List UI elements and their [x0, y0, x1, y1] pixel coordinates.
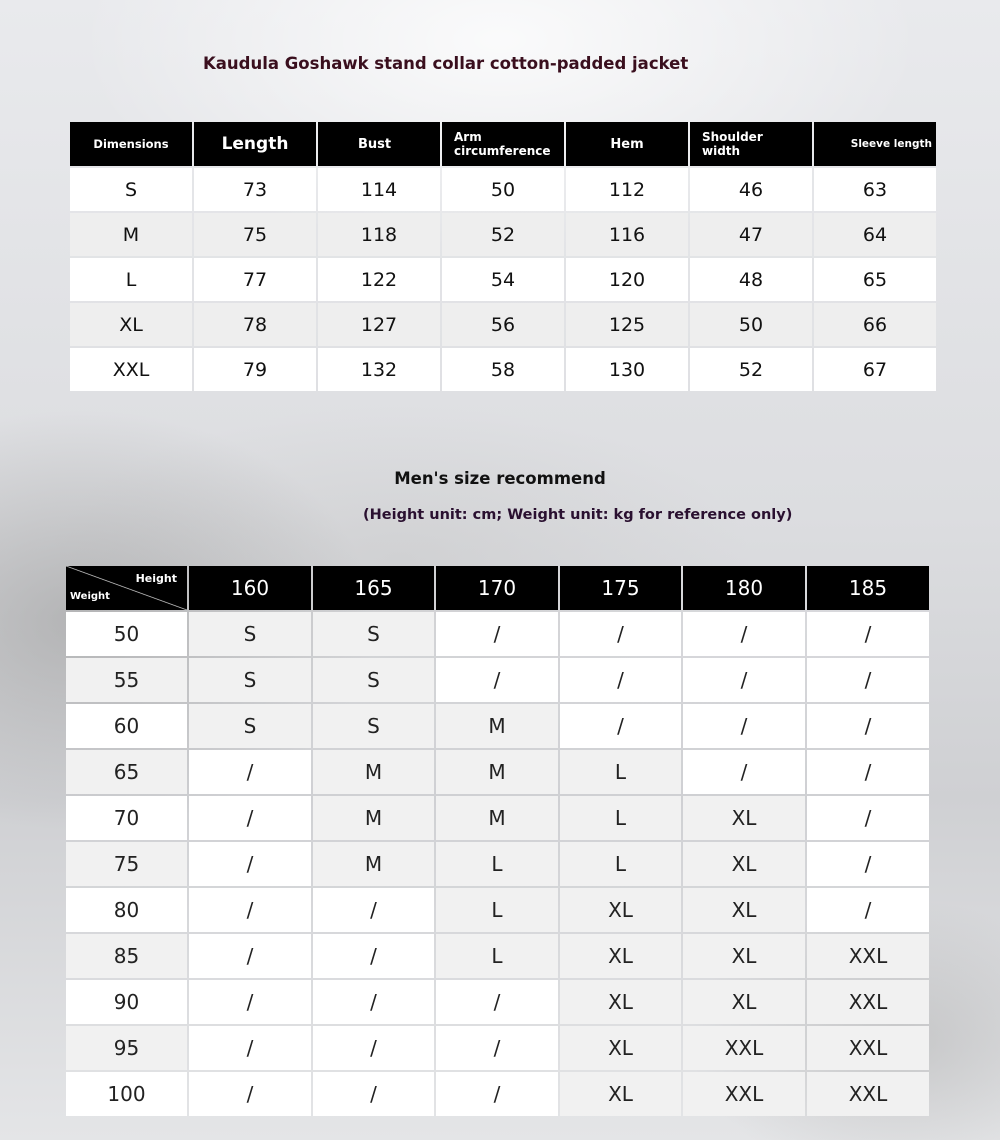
- size-cell-hem: 116: [566, 213, 688, 256]
- recommended-size-cell: /: [436, 1072, 558, 1116]
- height-header: 160: [189, 566, 311, 610]
- recommended-size-cell: /: [313, 980, 434, 1024]
- recommend-row: [66, 1026, 929, 1070]
- recommended-size-cell: XL: [683, 934, 805, 978]
- recommend-row: [66, 796, 929, 840]
- recommended-size-cell: /: [189, 1072, 311, 1116]
- recommended-size-cell: L: [560, 750, 681, 794]
- recommended-size-cell: M: [436, 704, 558, 748]
- header-arm-line2: circumference: [454, 144, 551, 158]
- size-cell-bust: 118: [318, 213, 440, 256]
- size-row: [70, 213, 936, 256]
- size-chart-header-row: [70, 122, 936, 166]
- recommend-row: [66, 888, 929, 932]
- recommended-size-cell: M: [313, 842, 434, 886]
- header-arm-circumference: [442, 122, 564, 166]
- recommended-size-cell: /: [436, 1026, 558, 1070]
- recommended-size-cell: /: [313, 888, 434, 932]
- header-shoulder-line1: Shoulder: [702, 129, 763, 144]
- recommended-size-cell: XL: [683, 796, 805, 840]
- size-cell-length: 73: [194, 168, 316, 211]
- recommended-size-cell: /: [683, 612, 805, 656]
- recommended-size-cell: S: [313, 658, 434, 702]
- size-cell-sleeve-length: 67: [814, 348, 936, 391]
- header-shoulder-line2: width: [702, 144, 741, 158]
- size-cell-hem: 125: [566, 303, 688, 346]
- weight-cell: 60: [66, 704, 187, 748]
- recommended-size-cell: /: [807, 888, 929, 932]
- height-header: 180: [683, 566, 805, 610]
- recommend-row: [66, 934, 929, 978]
- recommended-size-cell: L: [560, 842, 681, 886]
- recommended-size-cell: XL: [560, 934, 681, 978]
- size-cell-hem: 112: [566, 168, 688, 211]
- recommended-size-cell: /: [436, 612, 558, 656]
- weight-cell: 95: [66, 1026, 187, 1070]
- recommended-size-cell: /: [683, 750, 805, 794]
- size-cell-size: XXL: [70, 348, 192, 391]
- recommend-header-row: [66, 566, 929, 610]
- recommended-size-cell: S: [313, 704, 434, 748]
- size-cell-bust: 132: [318, 348, 440, 391]
- recommended-size-cell: XXL: [683, 1026, 805, 1070]
- recommend-row: [66, 1072, 929, 1116]
- size-row: [70, 258, 936, 301]
- size-cell-bust: 122: [318, 258, 440, 301]
- header-sleeve-length: Sleeve length: [814, 122, 936, 166]
- size-cell-size: XL: [70, 303, 192, 346]
- size-cell-length: 75: [194, 213, 316, 256]
- height-header: 165: [313, 566, 434, 610]
- recommended-size-cell: XXL: [807, 980, 929, 1024]
- height-header: 185: [807, 566, 929, 610]
- size-cell-size: M: [70, 213, 192, 256]
- recommended-size-cell: /: [436, 658, 558, 702]
- weight-cell: 85: [66, 934, 187, 978]
- recommended-size-cell: XXL: [683, 1072, 805, 1116]
- header-length: Length: [194, 122, 316, 166]
- recommended-size-cell: /: [807, 842, 929, 886]
- recommended-size-cell: /: [807, 796, 929, 840]
- recommended-size-cell: XXL: [807, 934, 929, 978]
- size-cell-shoulder-width: 47: [690, 213, 812, 256]
- recommended-size-cell: L: [436, 888, 558, 932]
- recommended-size-cell: XL: [560, 980, 681, 1024]
- size-cell-hem: 120: [566, 258, 688, 301]
- weight-cell: 70: [66, 796, 187, 840]
- height-header: 175: [560, 566, 681, 610]
- size-cell-size: S: [70, 168, 192, 211]
- size-cell-arm-circumference: 54: [442, 258, 564, 301]
- recommended-size-cell: S: [313, 612, 434, 656]
- size-cell-shoulder-width: 52: [690, 348, 812, 391]
- header-bust: Bust: [318, 122, 440, 166]
- recommended-size-cell: /: [807, 704, 929, 748]
- header-hem: Hem: [566, 122, 688, 166]
- size-recommend-table: [64, 564, 931, 1118]
- recommend-row: [66, 658, 929, 702]
- recommend-row: [66, 612, 929, 656]
- product-title: Kaudula Goshawk stand collar cotton-padded jacket: [203, 54, 689, 73]
- recommended-size-cell: XXL: [807, 1026, 929, 1070]
- recommend-row: [66, 842, 929, 886]
- corner-height-label: Height: [135, 572, 177, 585]
- recommended-size-cell: S: [189, 658, 311, 702]
- recommended-size-cell: M: [313, 750, 434, 794]
- recommended-size-cell: /: [189, 934, 311, 978]
- size-cell-bust: 127: [318, 303, 440, 346]
- size-cell-sleeve-length: 66: [814, 303, 936, 346]
- recommended-size-cell: XL: [683, 842, 805, 886]
- header-shoulder-width: [690, 122, 812, 166]
- recommended-size-cell: /: [807, 750, 929, 794]
- recommended-size-cell: M: [313, 796, 434, 840]
- header-arm-line1: Arm: [454, 129, 482, 144]
- recommended-size-cell: /: [189, 750, 311, 794]
- recommended-size-cell: /: [560, 704, 681, 748]
- recommended-size-cell: XL: [560, 888, 681, 932]
- size-chart-table: [68, 120, 938, 393]
- weight-cell: 90: [66, 980, 187, 1024]
- recommended-size-cell: /: [189, 888, 311, 932]
- recommended-size-cell: XL: [683, 980, 805, 1024]
- recommended-size-cell: /: [189, 980, 311, 1024]
- size-cell-hem: 130: [566, 348, 688, 391]
- recommended-size-cell: L: [436, 842, 558, 886]
- weight-cell: 75: [66, 842, 187, 886]
- size-cell-arm-circumference: 58: [442, 348, 564, 391]
- recommended-size-cell: /: [683, 658, 805, 702]
- recommended-size-cell: XL: [560, 1026, 681, 1070]
- recommended-size-cell: /: [189, 842, 311, 886]
- recommended-size-cell: /: [313, 1072, 434, 1116]
- weight-cell: 55: [66, 658, 187, 702]
- recommended-size-cell: /: [683, 704, 805, 748]
- corner-cell: [66, 566, 187, 610]
- size-cell-length: 79: [194, 348, 316, 391]
- size-row: [70, 303, 936, 346]
- recommended-size-cell: /: [560, 612, 681, 656]
- recommended-size-cell: M: [436, 750, 558, 794]
- recommended-size-cell: XXL: [807, 1072, 929, 1116]
- size-cell-length: 78: [194, 303, 316, 346]
- recommended-size-cell: /: [313, 1026, 434, 1070]
- size-cell-sleeve-length: 64: [814, 213, 936, 256]
- size-cell-bust: 114: [318, 168, 440, 211]
- recommended-size-cell: S: [189, 704, 311, 748]
- recommended-size-cell: L: [560, 796, 681, 840]
- size-cell-sleeve-length: 63: [814, 168, 936, 211]
- corner-weight-label: Weight: [70, 591, 110, 602]
- recommended-size-cell: /: [189, 796, 311, 840]
- weight-cell: 100: [66, 1072, 187, 1116]
- recommend-note: (Height unit: cm; Weight unit: kg for reference only): [363, 507, 793, 523]
- recommended-size-cell: S: [189, 612, 311, 656]
- recommend-row: [66, 750, 929, 794]
- weight-cell: 65: [66, 750, 187, 794]
- height-header: 170: [436, 566, 558, 610]
- recommended-size-cell: /: [560, 658, 681, 702]
- size-cell-shoulder-width: 48: [690, 258, 812, 301]
- weight-cell: 50: [66, 612, 187, 656]
- recommend-row: [66, 704, 929, 748]
- recommended-size-cell: /: [436, 980, 558, 1024]
- header-dimensions: Dimensions: [70, 122, 192, 166]
- size-cell-shoulder-width: 50: [690, 303, 812, 346]
- recommend-title: Men's size recommend: [394, 469, 606, 488]
- recommended-size-cell: /: [807, 612, 929, 656]
- recommended-size-cell: XL: [560, 1072, 681, 1116]
- recommended-size-cell: XL: [683, 888, 805, 932]
- recommended-size-cell: L: [436, 934, 558, 978]
- recommended-size-cell: M: [436, 796, 558, 840]
- size-cell-arm-circumference: 52: [442, 213, 564, 256]
- size-row: [70, 348, 936, 391]
- size-cell-arm-circumference: 56: [442, 303, 564, 346]
- size-cell-arm-circumference: 50: [442, 168, 564, 211]
- size-cell-sleeve-length: 65: [814, 258, 936, 301]
- size-row: [70, 168, 936, 211]
- recommended-size-cell: /: [313, 934, 434, 978]
- weight-cell: 80: [66, 888, 187, 932]
- recommended-size-cell: /: [807, 658, 929, 702]
- size-cell-size: L: [70, 258, 192, 301]
- size-cell-shoulder-width: 46: [690, 168, 812, 211]
- size-cell-length: 77: [194, 258, 316, 301]
- recommended-size-cell: /: [189, 1026, 311, 1070]
- recommend-row: [66, 980, 929, 1024]
